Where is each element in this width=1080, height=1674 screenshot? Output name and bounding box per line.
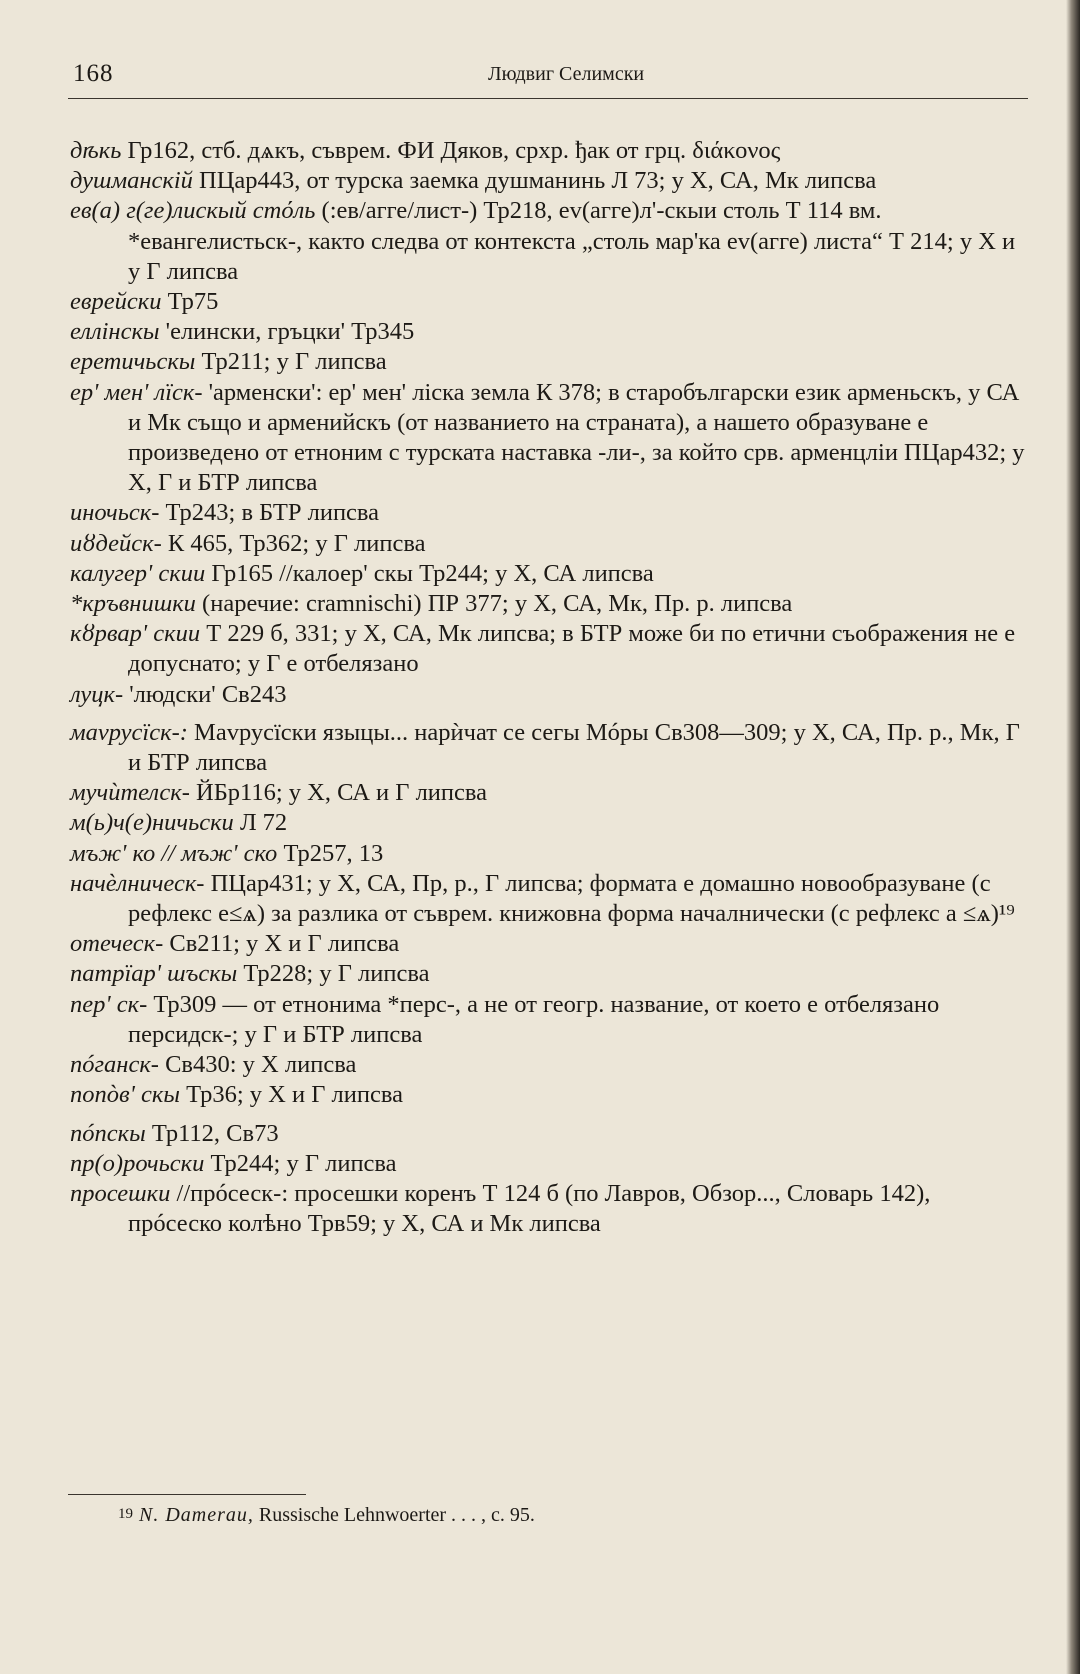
entry-headword: иȣдейск- — [70, 529, 162, 557]
entry-headword: калугер' скии — [70, 559, 206, 587]
entry-text: Л 72 — [233, 809, 288, 837]
page-number: 168 — [73, 60, 114, 87]
entry-text: (:ев/агге/лист-) Тр218, еv(агге)л'-скыи столь Т 114 вм. *евангелистьск-, както следва от контекста „столь мар'ка еv(агге) листа“ Т 214; у Х и у Г липсва — [128, 197, 1016, 285]
dictionary-entry — [70, 929, 1026, 959]
entry-text: ЙБр116; у Х, СА и Г липсва — [189, 779, 488, 807]
footnote-number: 19 — [118, 1506, 133, 1522]
dictionary-entry — [70, 808, 1026, 838]
dictionary-entry — [70, 718, 1026, 778]
dictionary-entry — [70, 559, 1026, 589]
dictionary-entry — [70, 166, 1026, 196]
dictionary-entry — [70, 378, 1026, 499]
entry-text: Тр243; в БТР липсва — [159, 499, 380, 527]
entry-text: (наречие: cramnischi) ПР 377; у Х, СА, Мк, Пр. р. липсва — [195, 590, 793, 618]
dictionary-entry — [70, 529, 1026, 559]
entry-headword: пр(о)рочьски — [70, 1149, 205, 1177]
entry-headword: ер' мен' лїск- — [70, 378, 203, 406]
entry-text: Тр257, 13 — [277, 839, 384, 867]
entry-headword: просешки — [70, 1179, 171, 1207]
entry-text: ПЦар431; у Х, СА, Пр, р., Г липсва; формата е домашно новообразуване (с рефлекс е≤ѧ) за разлика от съврем. книжовна форма началнически (с рефлекс а ≤ѧ)¹⁹ — [128, 869, 1015, 928]
entry-headword: ев(а) г(ге)лискый стόль — [70, 197, 316, 225]
entry-text: 'людски' Св243 — [123, 680, 287, 708]
dictionary-entry — [70, 990, 1026, 1050]
dictionary-entry — [70, 136, 1026, 166]
dictionary-entry — [70, 680, 1026, 710]
header-rule — [68, 98, 1028, 99]
footnote-text: Russische Lehnwoerter . . . , с. 95. — [253, 1504, 535, 1526]
dictionary-entry — [70, 498, 1026, 528]
dictionary-entry — [70, 619, 1026, 679]
footnote — [118, 1504, 535, 1527]
entry-text: Тр244; у Г липсва — [204, 1149, 397, 1177]
entry-headword: отеческ- — [70, 930, 164, 958]
dictionary-entry — [70, 839, 1026, 869]
entry-text: Тр228; у Г липсва — [237, 960, 430, 988]
entry-headword: иночьск- — [70, 499, 160, 527]
entry-text: Тр75 — [161, 288, 219, 316]
dictionary-entries — [70, 136, 1026, 1239]
dictionary-entry — [70, 1119, 1026, 1149]
dictionary-entry — [70, 287, 1026, 317]
entry-headword: душманскій — [70, 167, 193, 195]
entry-headword: дѣкь — [70, 137, 122, 164]
entry-headword: еретичьскы — [70, 348, 196, 376]
entry-headword: луцк- — [70, 680, 124, 708]
entry-headword: пóпскы — [70, 1119, 146, 1147]
entry-headword: попòв' скы — [70, 1081, 180, 1109]
dictionary-entry — [70, 778, 1026, 808]
entry-text: Гр165 //калоер' скы Тр244; у Х, СА липсва — [205, 559, 654, 587]
entry-text: Маvрусїски языцы... нарѝчат се сегы Мóры Св308—309; у Х, СА, Пр. р., Мк, Г и БТР липсва — [128, 718, 1020, 777]
entry-text: Св430: у Х липсва — [158, 1051, 357, 1079]
dictionary-entry — [70, 1149, 1026, 1179]
entry-text: Т 229 б, 331; у Х, СА, Мк липсва; в БТР може би по етични съображения не е допуснато; у Г е отбелязано — [128, 620, 1016, 678]
dictionary-entry — [70, 869, 1026, 929]
footnote-author: N. Damerau, — [139, 1504, 254, 1526]
entry-text: Тр211; у Г липсва — [195, 348, 387, 376]
entry-headword: мучѝтелск- — [70, 779, 190, 807]
entry-text: К 465, Тр362; у Г липсва — [161, 529, 426, 557]
entry-text: Тр309 — от етнонима *перс-, а не от геогр. название, от което е отбелязано персидск-; у Г и БТР липсва — [128, 990, 940, 1048]
footnote-rule — [68, 1494, 306, 1495]
entry-headword: маvрусїск-: — [70, 718, 188, 746]
entry-text: Св211; у Х и Г липсва — [163, 930, 400, 958]
entry-text: //прóсеск-: просешки коренъ Т 124 б (по Лавров, Обзор..., Словарь 142), прóсеско колѣно Трв59; у Х, СА и Мк липсва — [128, 1179, 931, 1238]
dictionary-entry — [70, 1179, 1026, 1239]
dictionary-entry — [70, 1050, 1026, 1080]
dictionary-entry — [70, 317, 1026, 347]
entry-text: ПЦар443, от турска заемка душманинь Л 73; у Х, СА, Мк липсва — [192, 167, 877, 195]
dictionary-entry — [70, 959, 1026, 989]
entry-headword: *кръвнишки — [70, 590, 196, 618]
entry-headword: пóганск- — [70, 1051, 159, 1079]
dictionary-entry — [70, 347, 1026, 377]
entry-headword: пер' ск- — [70, 990, 148, 1018]
entry-text: Тр112, Св73 — [145, 1119, 279, 1147]
entry-headword: м(ь)ч(е)ничьски — [70, 809, 234, 837]
dictionary-entry — [70, 196, 1026, 287]
dictionary-entry — [70, 1080, 1026, 1110]
dictionary-entry — [70, 589, 1026, 619]
entry-headword: кȣрвар' скии — [70, 620, 201, 648]
page-edge-shadow — [1066, 0, 1080, 1674]
entry-text: 'арменски': ер' мен' ліска земла К 378; в старобългарски език арменьскъ, у СА и Мк също и арменийскъ (от названието на страната), а нашето образуване е произведено от етноним с турската наставка -ли-, за който срв. арменцліи ПЦар432; у Х, Г и БТР липсва — [128, 378, 1025, 497]
entry-text: 'елински, гръцки' Тр345 — [159, 318, 415, 346]
running-title: Людвиг Селимски — [488, 63, 645, 85]
entry-headword: патрїар' шъскы — [70, 960, 238, 988]
entry-headword: начѐлническ- — [70, 869, 205, 897]
page-header — [68, 60, 1028, 98]
entry-headword: еврейски — [70, 288, 162, 316]
entry-headword: еллінскы — [70, 318, 160, 346]
entry-text: Тр36; у Х и Г липсва — [179, 1081, 403, 1109]
entry-headword: мъж' ко // мъж' ско — [70, 839, 278, 867]
entry-text: Гр162, стб. дѧкъ, съврем. ФИ Дяков, срхр. ђак от грц. διάκονος — [121, 137, 781, 164]
